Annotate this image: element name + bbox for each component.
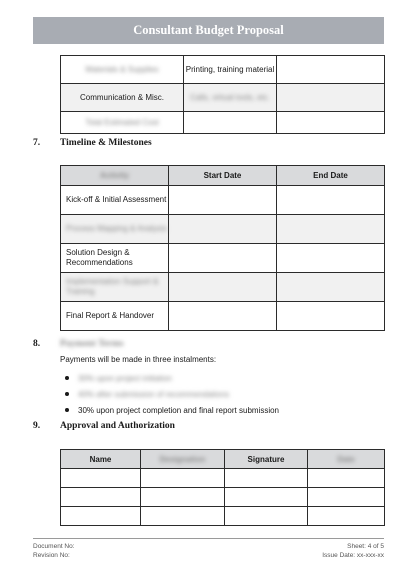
table-cell: Materials & Supplies bbox=[61, 56, 184, 84]
table-cell: Solution Design & Recommendations bbox=[61, 244, 169, 273]
column-header: Activity bbox=[61, 166, 169, 186]
section-title: Timeline & Milestones bbox=[60, 138, 152, 148]
column-header: End Date bbox=[277, 166, 385, 186]
footer-right bbox=[322, 542, 384, 560]
table-cell bbox=[225, 507, 308, 526]
table-cell bbox=[225, 488, 308, 507]
table-cell bbox=[169, 215, 277, 244]
table-row bbox=[61, 186, 385, 215]
column-header: Designation bbox=[141, 450, 225, 469]
section-title: Payment Terms bbox=[60, 339, 124, 349]
section-title: Approval and Authorization bbox=[60, 421, 175, 431]
table-cell bbox=[169, 302, 277, 331]
table-header-row bbox=[61, 450, 385, 469]
table-cell bbox=[277, 273, 385, 302]
table-row bbox=[61, 56, 385, 84]
table-row bbox=[61, 469, 385, 488]
payment-list bbox=[60, 370, 279, 418]
table-cell bbox=[184, 112, 277, 134]
table-row bbox=[61, 215, 385, 244]
bullet-icon bbox=[65, 376, 69, 380]
table-row bbox=[61, 84, 385, 112]
table-cell bbox=[141, 469, 225, 488]
list-item: 40% after submission of recommendations bbox=[60, 386, 279, 402]
column-header: Start Date bbox=[169, 166, 277, 186]
footer-left bbox=[33, 542, 75, 560]
section-heading-approval bbox=[33, 421, 175, 431]
table-row bbox=[61, 244, 385, 273]
table-cell: Final Report & Handover bbox=[61, 302, 169, 331]
table-cell bbox=[277, 302, 385, 331]
document-title: Consultant Budget Proposal bbox=[33, 17, 384, 44]
table-cell: Communication & Misc. bbox=[61, 84, 184, 112]
table-cell bbox=[169, 273, 277, 302]
table-cell bbox=[225, 469, 308, 488]
table-cell bbox=[169, 244, 277, 273]
footer-divider bbox=[33, 538, 384, 539]
section-number: 9. bbox=[33, 421, 41, 431]
budget-table bbox=[60, 55, 385, 134]
table-cell bbox=[277, 112, 385, 134]
table-cell bbox=[61, 488, 141, 507]
list-item: 30% upon project initiation bbox=[60, 370, 279, 386]
table-cell bbox=[277, 84, 385, 112]
table-row bbox=[61, 488, 385, 507]
bullet-icon bbox=[65, 408, 69, 412]
table-cell bbox=[277, 56, 385, 84]
table-cell bbox=[61, 469, 141, 488]
sheet-number: Sheet: 4 of 5 bbox=[347, 543, 384, 550]
table-row bbox=[61, 112, 385, 134]
table-cell bbox=[169, 186, 277, 215]
table-cell: Printing, training material bbox=[184, 56, 277, 84]
payment-intro: Payments will be made in three instalments: bbox=[60, 355, 217, 364]
column-header: Signature bbox=[225, 450, 308, 469]
column-header: Date bbox=[308, 450, 385, 469]
column-header: Name bbox=[61, 450, 141, 469]
section-number: 8. bbox=[33, 339, 41, 349]
table-cell bbox=[277, 244, 385, 273]
table-cell bbox=[61, 507, 141, 526]
table-cell bbox=[308, 488, 385, 507]
table-row bbox=[61, 302, 385, 331]
bullet-icon bbox=[65, 392, 69, 396]
table-row bbox=[61, 507, 385, 526]
section-heading-timeline bbox=[33, 138, 152, 148]
issue-date: Issue Date: xx-xxx-xx bbox=[322, 552, 384, 559]
table-cell: Total Estimated Cost bbox=[61, 112, 184, 134]
timeline-table bbox=[60, 165, 385, 331]
section-heading-payment bbox=[33, 339, 124, 349]
section-number: 7. bbox=[33, 138, 41, 148]
table-cell bbox=[308, 469, 385, 488]
revision-number: Revision No: bbox=[33, 552, 70, 559]
table-cell: Calls, virtual tools, etc. bbox=[184, 84, 277, 112]
table-row bbox=[61, 273, 385, 302]
approval-table bbox=[60, 449, 385, 526]
table-cell bbox=[141, 488, 225, 507]
table-cell: Implementation Support & Training bbox=[61, 273, 169, 302]
table-cell bbox=[308, 507, 385, 526]
table-cell bbox=[141, 507, 225, 526]
table-cell: Process Mapping & Analysis bbox=[61, 215, 169, 244]
table-cell bbox=[277, 215, 385, 244]
table-cell: Kick-off & Initial Assessment bbox=[61, 186, 169, 215]
document-number: Document No: bbox=[33, 543, 75, 550]
list-item: 30% upon project completion and final report submission bbox=[60, 402, 279, 418]
table-cell bbox=[277, 186, 385, 215]
table-header-row bbox=[61, 166, 385, 186]
